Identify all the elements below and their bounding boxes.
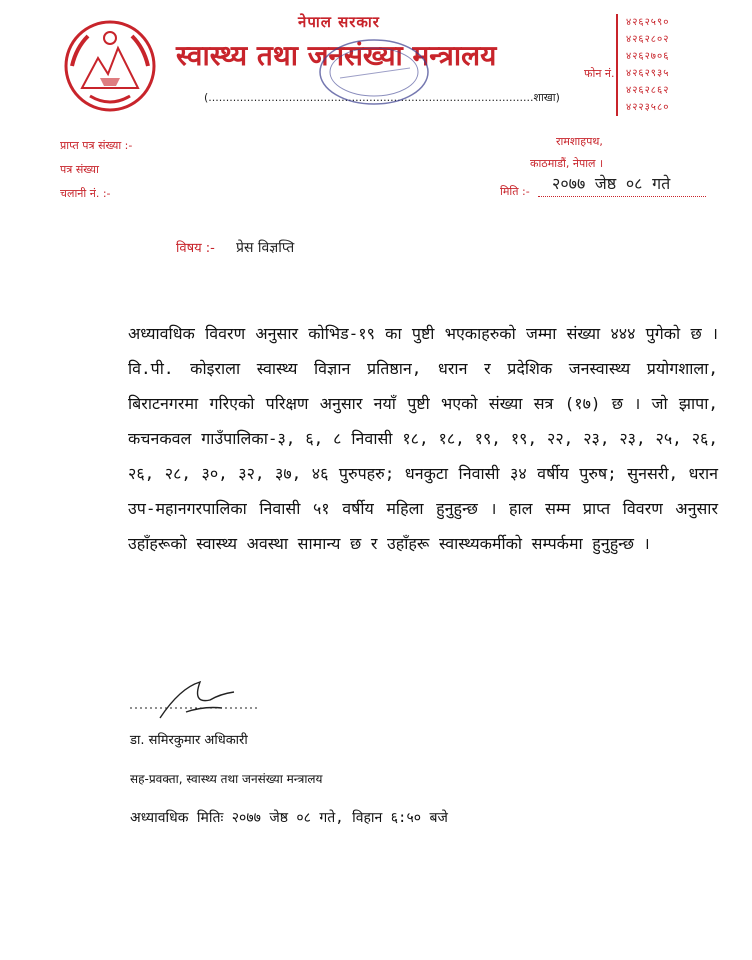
date-label: मिति :- [500,185,530,198]
phone-label: फोन नं. [584,67,615,80]
nepal-emblem-icon [62,18,158,114]
phone-number: ४२६२७०६ [626,51,670,62]
branch-line: (.............................................................................................शाखा) [204,91,560,104]
date-underline [538,196,706,197]
ministry-name: स्वास्थ्य तथा जनसंख्या मन्त्रालय [176,39,497,72]
signer-name: डा. समिरकुमार अधिकारी [130,733,248,748]
phone-number: ४२२३५८० [626,102,670,113]
press-release-body: अध्यावधिक विवरण अनुसार कोभिड-१९ का पुष्टी भएकाहरुको जम्मा संख्या ४४४ पुगेको छ । वि.पी. कोइराला स्वास्थ्य विज्ञान प्रतिष्ठान, धरान र प्रदेशिक जनस्वास्थ्य प्रयोगशाला, बिराटनगरमा गरिएको परिक्षण अनुसार नयाँ पुष्टी भएको संख्या सत्र (१७) छ । जो झापा, कचनकवल गाउँपालिका-३, ६, ८ निवासी १८, १८, १९, १९, २२, २३, २३, २५, २६, २६, २८, ३०, ३२, ३७, ४६ पुरुपहरु; धनकुटा निवासी ३४ वर्षीय पुरुष; सुनसरी, धरान उप-महानगरपालिका निवासी ५१ वर्षीय महिला हुनुहुन्छ । हाल सम्म प्राप्त विवरण अनुसार उहाँहरूको स्वास्थ्य अवस्था सामान्य छ र उहाँहरू स्वास्थ्यकर्मीको सम्पर्कमा हुनुहुन्छ । [128,324,718,553]
address-line-1: रामशाहपथ, [556,135,603,148]
address-line-2: काठमाडौं, नेपाल । [530,157,604,170]
phone-number: ४२६२८०२ [626,34,670,45]
letter-no-label: प्राप्त पत्र संख्या :- [60,139,133,152]
ref-label: पत्र संख्या [60,163,99,176]
letter-date: २०७७ जेष्ठ ०८ गते [552,174,671,193]
subject-text: प्रेस विज्ञप्ति [236,240,295,256]
phone-number: ४२६२८६२ [626,85,670,96]
office-stamp-icon [318,38,430,106]
signature-icon [130,678,270,726]
subject-label: विषय :- [176,241,215,256]
government-name: नेपाल सरकार [298,13,380,31]
phone-list [616,14,716,116]
signer-title: सह-प्रवक्ता, स्वास्थ्य तथा जनसंख्या मन्त्रालय [130,772,323,786]
updated-timestamp: अध्यावधिक मितिः २०७७ जेष्ठ ०८ गते, विहान ६:५० बजे [130,810,448,826]
phone-number: ४२६२९३५ [626,68,670,79]
phone-number: ४२६२५९० [626,17,670,28]
dispatch-label: चलानी नं. :- [60,187,111,200]
